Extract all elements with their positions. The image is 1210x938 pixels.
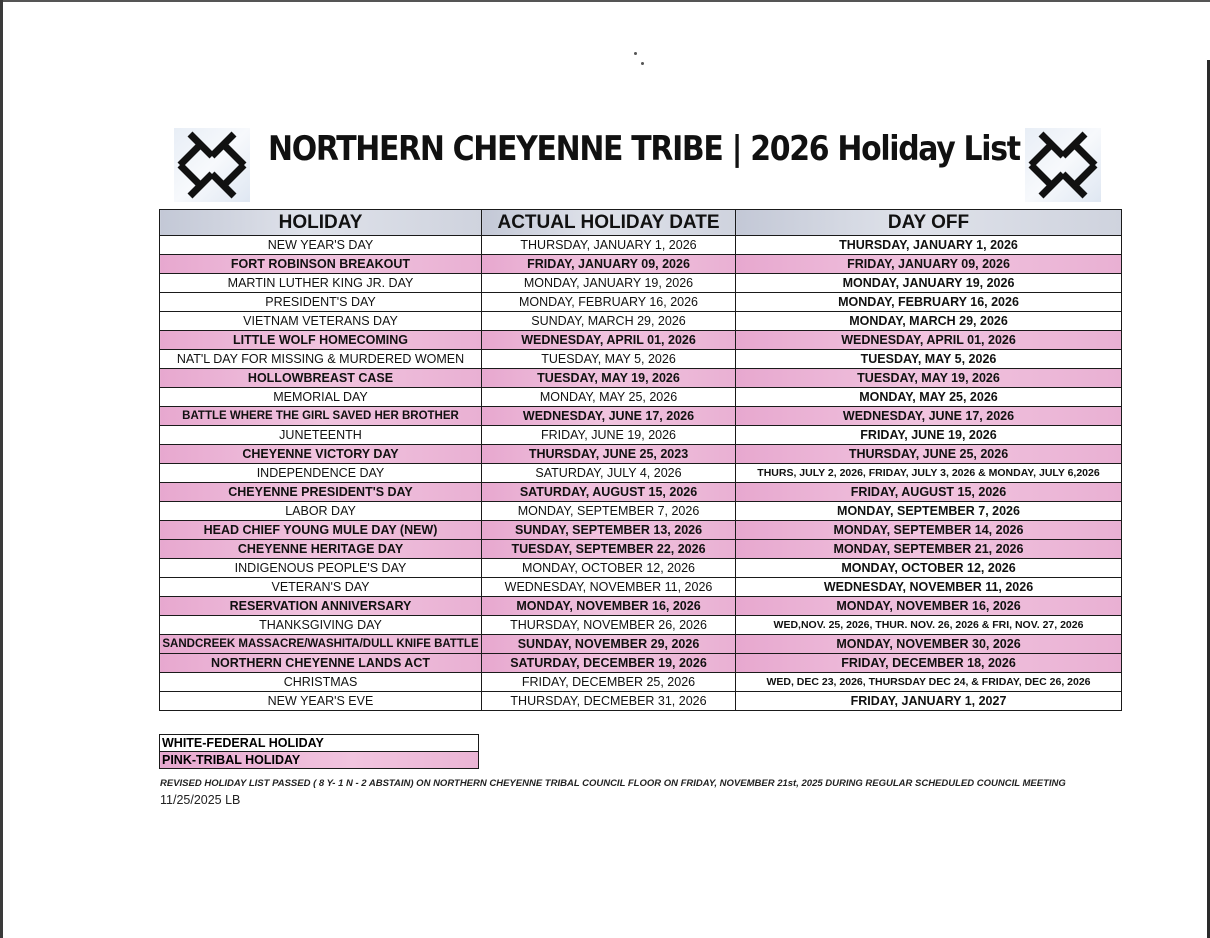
column-header-actual-date: ACTUAL HOLIDAY DATE [482, 210, 736, 236]
crossed-arrows-emblem-icon [1025, 128, 1101, 202]
table-row [160, 350, 1122, 369]
holiday-cell: RESERVATION ANNIVERSARY [160, 597, 482, 616]
holiday-cell: JUNETEENTH [160, 426, 482, 445]
legend-federal: WHITE-FEDERAL HOLIDAY [160, 735, 479, 752]
holiday-cell: NEW YEAR'S DAY [160, 236, 482, 255]
table-row [160, 616, 1122, 635]
actual-date-cell: TUESDAY, MAY 5, 2026 [482, 350, 736, 369]
holiday-cell: LABOR DAY [160, 502, 482, 521]
page-title: NORTHERN CHEYENNE TRIBE | 2026 Holiday List [268, 129, 1020, 169]
actual-date-cell: FRIDAY, DECEMBER 25, 2026 [482, 673, 736, 692]
table-row [160, 369, 1122, 388]
scan-edge-left [0, 0, 3, 938]
table-row [160, 331, 1122, 350]
holiday-cell: NAT'L DAY FOR MISSING & MURDERED WOMEN [160, 350, 482, 369]
holiday-cell: CHEYENNE PRESIDENT'S DAY [160, 483, 482, 502]
column-header-day-off: DAY OFF [736, 210, 1122, 236]
day-off-cell: MONDAY, FEBRUARY 16, 2026 [736, 293, 1122, 312]
table-row [160, 407, 1122, 426]
table-row [160, 540, 1122, 559]
day-off-cell: TUESDAY, MAY 19, 2026 [736, 369, 1122, 388]
actual-date-cell: MONDAY, JANUARY 19, 2026 [482, 274, 736, 293]
table-row [160, 388, 1122, 407]
table-header-row [160, 210, 1122, 236]
table-row [160, 236, 1122, 255]
actual-date-cell: SATURDAY, JULY 4, 2026 [482, 464, 736, 483]
holiday-cell: CHRISTMAS [160, 673, 482, 692]
table-row [160, 559, 1122, 578]
holiday-cell: PRESIDENT'S DAY [160, 293, 482, 312]
holiday-cell: INDIGENOUS PEOPLE'S DAY [160, 559, 482, 578]
holiday-cell: HEAD CHIEF YOUNG MULE DAY (NEW) [160, 521, 482, 540]
holiday-cell: CHEYENNE HERITAGE DAY [160, 540, 482, 559]
holiday-cell: LITTLE WOLF HOMECOMING [160, 331, 482, 350]
actual-date-cell: THURSDAY, DECMEBER 31, 2026 [482, 692, 736, 711]
holiday-cell: CHEYENNE VICTORY DAY [160, 445, 482, 464]
table-row [160, 597, 1122, 616]
actual-date-cell: SUNDAY, MARCH 29, 2026 [482, 312, 736, 331]
holiday-cell: HOLLOWBREAST CASE [160, 369, 482, 388]
holiday-table [159, 209, 1122, 711]
day-off-cell: TUESDAY, MAY 5, 2026 [736, 350, 1122, 369]
revision-note: REVISED HOLIDAY LIST PASSED ( 8 Y- 1 N - 2 ABSTAIN) ON NORTHERN CHEYENNE TRIBAL COUNCIL FLOOR ON FRIDAY, NOVEMBER 21st, 2025 DURING REGULAR SCHEDULED COUNCIL MEETING [160, 778, 1066, 789]
crossed-arrows-left-icon [174, 128, 250, 202]
scan-edge-top [0, 0, 1210, 2]
table-row [160, 578, 1122, 597]
day-off-cell: FRIDAY, DECEMBER 18, 2026 [736, 654, 1122, 673]
table-row [160, 312, 1122, 331]
day-off-cell: FRIDAY, JUNE 19, 2026 [736, 426, 1122, 445]
table-row [160, 521, 1122, 540]
actual-date-cell: THURSDAY, NOVEMBER 26, 2026 [482, 616, 736, 635]
table-row [160, 464, 1122, 483]
actual-date-cell: MONDAY, FEBRUARY 16, 2026 [482, 293, 736, 312]
actual-date-cell: WEDNESDAY, NOVEMBER 11, 2026 [482, 578, 736, 597]
scan-speck [641, 62, 644, 65]
actual-date-cell: TUESDAY, MAY 19, 2026 [482, 369, 736, 388]
scan-speck [634, 52, 637, 55]
day-off-cell: THURSDAY, JUNE 25, 2026 [736, 445, 1122, 464]
holiday-cell: THANKSGIVING DAY [160, 616, 482, 635]
holiday-table-body [160, 236, 1122, 711]
table-row [160, 502, 1122, 521]
table-row [160, 274, 1122, 293]
holiday-cell: NORTHERN CHEYENNE LANDS ACT [160, 654, 482, 673]
day-off-cell: FRIDAY, AUGUST 15, 2026 [736, 483, 1122, 502]
holiday-cell: NEW YEAR'S EVE [160, 692, 482, 711]
day-off-cell: MONDAY, SEPTEMBER 7, 2026 [736, 502, 1122, 521]
table-row [160, 483, 1122, 502]
actual-date-cell: SUNDAY, SEPTEMBER 13, 2026 [482, 521, 736, 540]
day-off-cell: WED, DEC 23, 2026, THURSDAY DEC 24, & FRIDAY, DEC 26, 2026 [736, 673, 1122, 692]
table-row [160, 293, 1122, 312]
table-row [160, 445, 1122, 464]
day-off-cell: MONDAY, SEPTEMBER 21, 2026 [736, 540, 1122, 559]
actual-date-cell: FRIDAY, JANUARY 09, 2026 [482, 255, 736, 274]
legend [159, 734, 479, 769]
crossed-arrows-emblem-icon [174, 128, 250, 202]
day-off-cell: MONDAY, NOVEMBER 16, 2026 [736, 597, 1122, 616]
actual-date-cell: FRIDAY, JUNE 19, 2026 [482, 426, 736, 445]
actual-date-cell: MONDAY, OCTOBER 12, 2026 [482, 559, 736, 578]
legend-tribal: PINK-TRIBAL HOLIDAY [160, 752, 479, 769]
actual-date-cell: WEDNESDAY, APRIL 01, 2026 [482, 331, 736, 350]
actual-date-cell: SATURDAY, AUGUST 15, 2026 [482, 483, 736, 502]
day-off-cell: WEDNESDAY, APRIL 01, 2026 [736, 331, 1122, 350]
holiday-cell: SANDCREEK MASSACRE/WASHITA/DULL KNIFE BATTLE [160, 635, 482, 654]
day-off-cell: MONDAY, OCTOBER 12, 2026 [736, 559, 1122, 578]
table-row [160, 635, 1122, 654]
column-header-holiday: HOLIDAY [160, 210, 482, 236]
day-off-cell: WED,NOV. 25, 2026, THUR. NOV. 26, 2026 & FRI, NOV. 27, 2026 [736, 616, 1122, 635]
day-off-cell: FRIDAY, JANUARY 09, 2026 [736, 255, 1122, 274]
day-off-cell: THURSDAY, JANUARY 1, 2026 [736, 236, 1122, 255]
holiday-cell: VIETNAM VETERANS DAY [160, 312, 482, 331]
day-off-cell: MONDAY, JANUARY 19, 2026 [736, 274, 1122, 293]
table-row [160, 673, 1122, 692]
holiday-cell: VETERAN'S DAY [160, 578, 482, 597]
actual-date-cell: THURSDAY, JANUARY 1, 2026 [482, 236, 736, 255]
day-off-cell: WEDNESDAY, NOVEMBER 11, 2026 [736, 578, 1122, 597]
day-off-cell: MONDAY, MAY 25, 2026 [736, 388, 1122, 407]
table-row [160, 654, 1122, 673]
revision-date: 11/25/2025 LB [160, 793, 241, 807]
holiday-cell: INDEPENDENCE DAY [160, 464, 482, 483]
actual-date-cell: SUNDAY, NOVEMBER 29, 2026 [482, 635, 736, 654]
holiday-cell: BATTLE WHERE THE GIRL SAVED HER BROTHER [160, 407, 482, 426]
day-off-cell: MONDAY, SEPTEMBER 14, 2026 [736, 521, 1122, 540]
holiday-cell: MARTIN LUTHER KING JR. DAY [160, 274, 482, 293]
actual-date-cell: MONDAY, SEPTEMBER 7, 2026 [482, 502, 736, 521]
table-row [160, 255, 1122, 274]
actual-date-cell: WEDNESDAY, JUNE 17, 2026 [482, 407, 736, 426]
day-off-cell: MONDAY, MARCH 29, 2026 [736, 312, 1122, 331]
day-off-cell: THURS, JULY 2, 2026, FRIDAY, JULY 3, 2026 & MONDAY, JULY 6,2026 [736, 464, 1122, 483]
day-off-cell: FRIDAY, JANUARY 1, 2027 [736, 692, 1122, 711]
actual-date-cell: MONDAY, NOVEMBER 16, 2026 [482, 597, 736, 616]
day-off-cell: MONDAY, NOVEMBER 30, 2026 [736, 635, 1122, 654]
actual-date-cell: THURSDAY, JUNE 25, 2023 [482, 445, 736, 464]
table-row [160, 426, 1122, 445]
holiday-cell: MEMORIAL DAY [160, 388, 482, 407]
table-row [160, 692, 1122, 711]
actual-date-cell: MONDAY, MAY 25, 2026 [482, 388, 736, 407]
crossed-arrows-right-icon [1025, 128, 1101, 202]
actual-date-cell: SATURDAY, DECEMBER 19, 2026 [482, 654, 736, 673]
day-off-cell: WEDNESDAY, JUNE 17, 2026 [736, 407, 1122, 426]
actual-date-cell: TUESDAY, SEPTEMBER 22, 2026 [482, 540, 736, 559]
holiday-cell: FORT ROBINSON BREAKOUT [160, 255, 482, 274]
